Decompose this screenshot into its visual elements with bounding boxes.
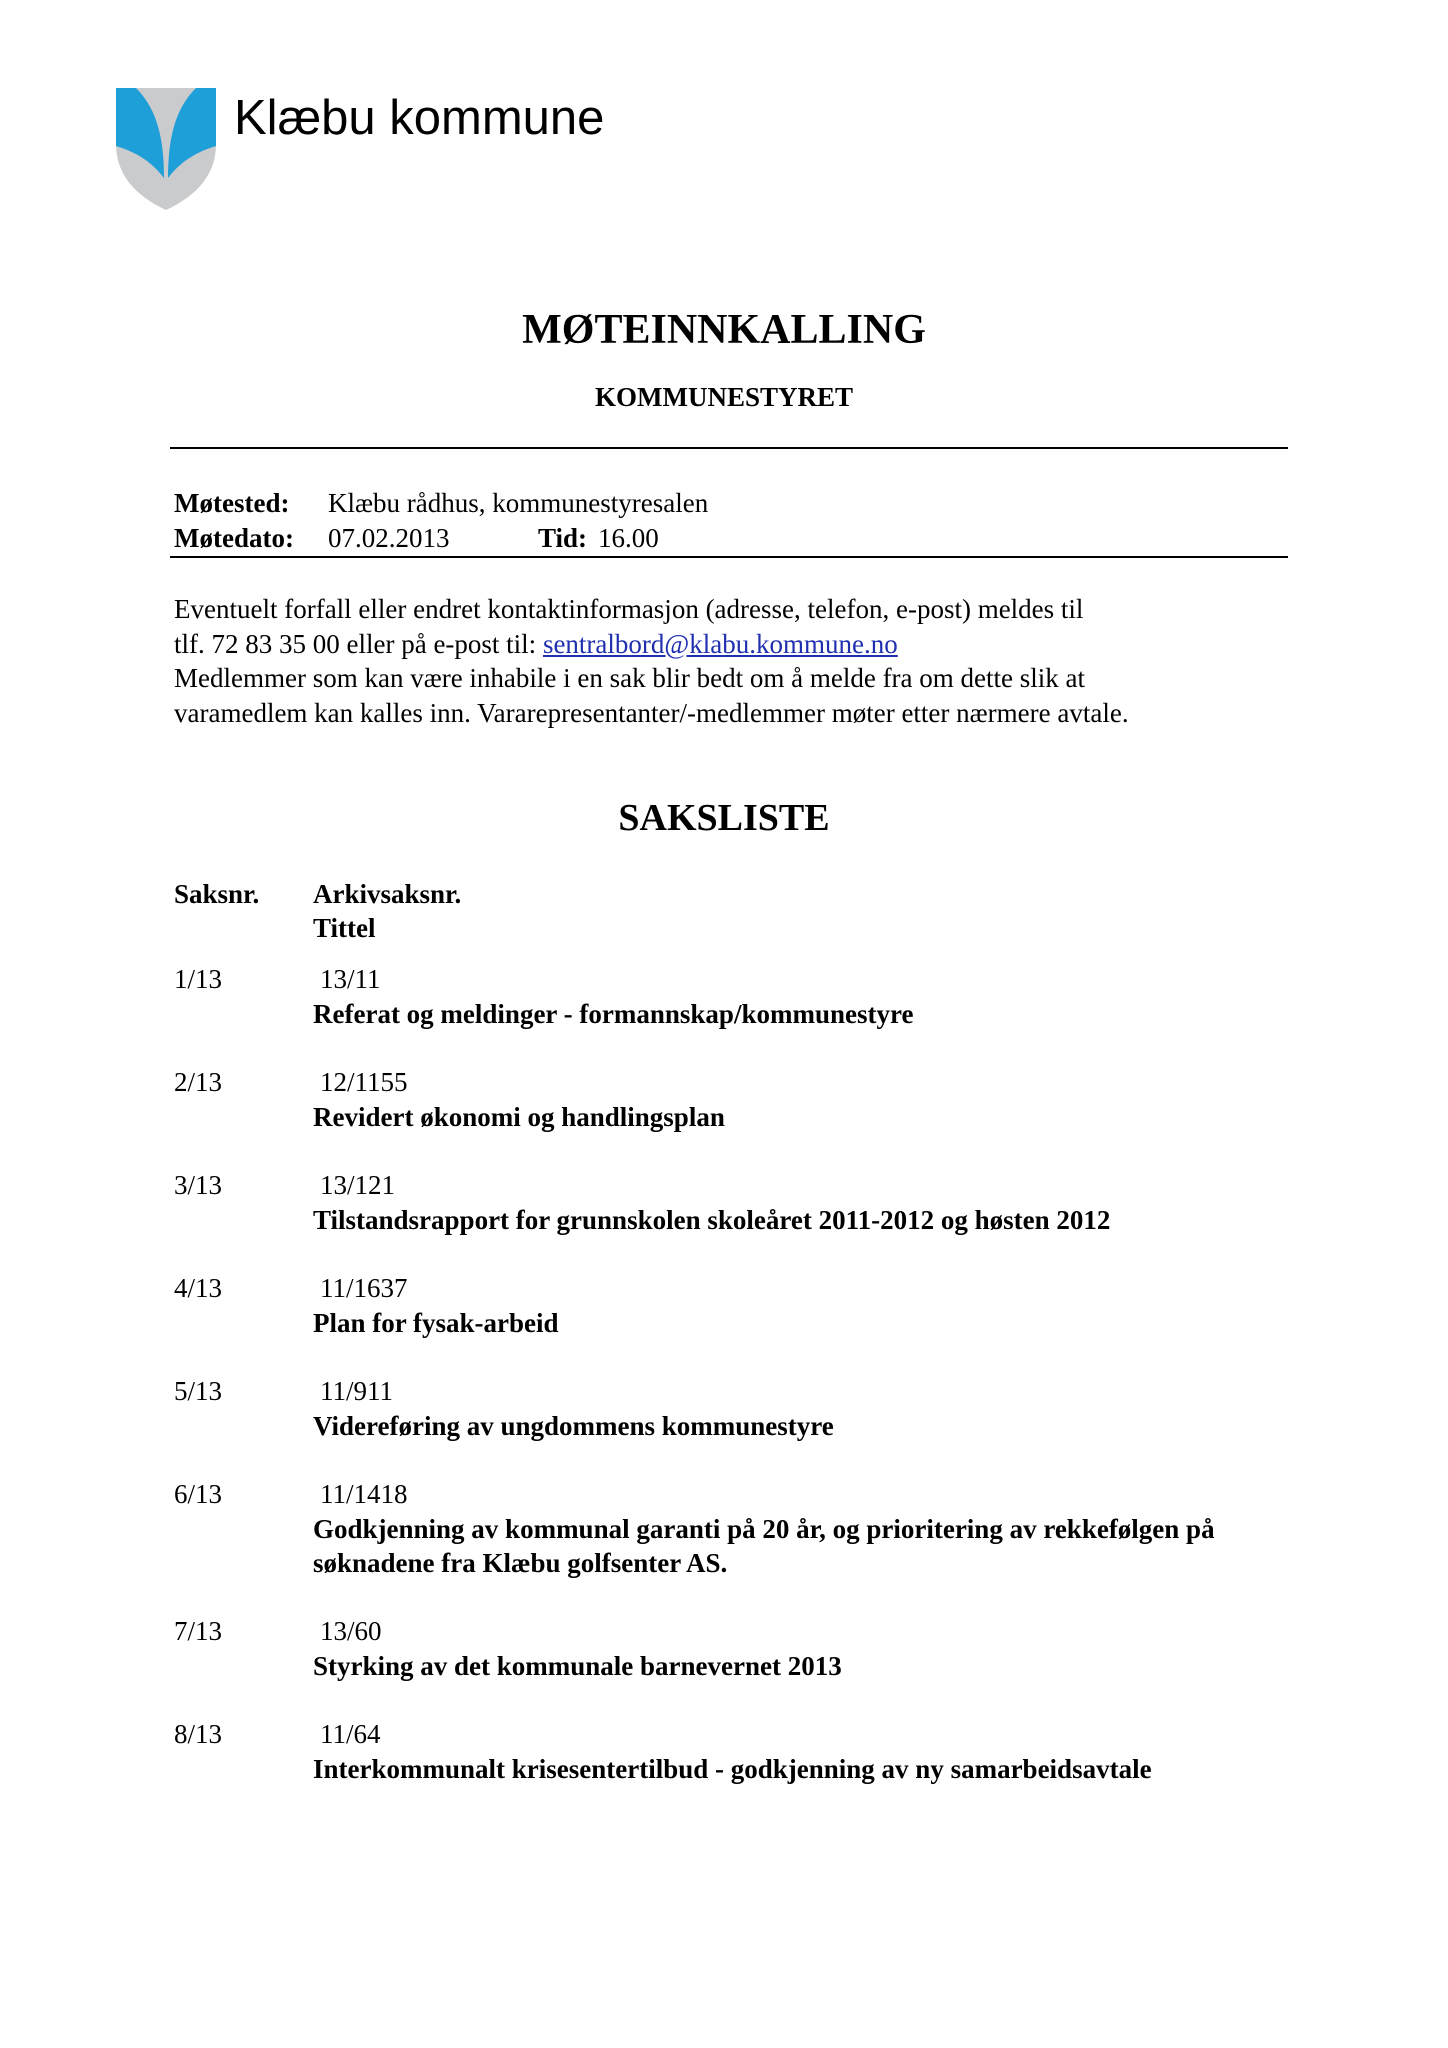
- agenda-item-arkivsaksnr: 13/60: [320, 1616, 382, 1646]
- agenda-item: [174, 1614, 1294, 1717]
- meeting-date-row: [174, 521, 659, 555]
- agenda-item-saksnr: 4/13: [174, 1273, 223, 1303]
- municipality-crest-icon: [112, 86, 220, 212]
- meeting-place-value: Klæbu rådhus, kommunestyresalen: [328, 488, 709, 518]
- agenda-item-arkivsaksnr: 11/64: [320, 1719, 381, 1749]
- agenda-item: [174, 1168, 1294, 1271]
- divider-top: [170, 447, 1288, 449]
- agenda-item-arkivsaksnr: 11/1637: [320, 1273, 408, 1303]
- agenda-item-saksnr: 3/13: [174, 1170, 223, 1200]
- agenda-item: [174, 1717, 1294, 1820]
- agenda-item-saksnr: 2/13: [174, 1067, 223, 1097]
- agenda-title: SAKSLISTE: [618, 797, 830, 839]
- document-title: MØTEINNKALLING: [522, 307, 926, 353]
- meeting-date-value: 07.02.2013: [328, 523, 450, 553]
- agenda-item: [174, 1065, 1294, 1168]
- agenda-item-title: Tilstandsrapport for grunnskolen skoleåret 2011-2012 og høsten 2012: [313, 1204, 1111, 1235]
- agenda-item-title: Styrking av det kommunale barnevernet 2013: [313, 1650, 842, 1681]
- agenda-item: [174, 1477, 1294, 1614]
- agenda-item-saksnr: 7/13: [174, 1616, 223, 1646]
- agenda-item-saksnr: 8/13: [174, 1719, 223, 1749]
- column-header-saksnr: Saksnr.: [174, 879, 260, 909]
- agenda-item: [174, 962, 1294, 1065]
- agenda-item-title: Revidert økonomi og handlingsplan: [313, 1101, 725, 1132]
- agenda-item-title: Referat og meldinger - formannskap/kommunestyre: [313, 998, 914, 1029]
- column-header-arkivsaksnr: Arkivsaksnr.: [313, 879, 462, 909]
- agenda-item-arkivsaksnr: 11/1418: [320, 1479, 408, 1509]
- agenda-item: [174, 1374, 1294, 1477]
- agenda-item-arkivsaksnr: 13/121: [320, 1170, 396, 1200]
- agenda-item-title: Videreføring av ungdommens kommunestyre: [313, 1410, 834, 1441]
- agenda-item-title: Plan for fysak-arbeid: [313, 1307, 559, 1338]
- meeting-time-label: Tid:: [538, 523, 588, 553]
- notice-line-1: Eventuelt forfall eller endret kontaktinformasjon (adresse, telefon, e-post) meldes til: [174, 594, 1084, 624]
- agenda-item-arkivsaksnr: 13/11: [320, 964, 381, 994]
- agenda-item-saksnr: 5/13: [174, 1376, 223, 1406]
- meeting-time-value: 16.00: [598, 523, 659, 553]
- meeting-place-label: Møtested:: [174, 488, 290, 518]
- agenda-item-arkivsaksnr: 12/1155: [320, 1067, 408, 1097]
- divider-bottom: [170, 556, 1288, 558]
- agenda-item: [174, 1271, 1294, 1374]
- document-subtitle: KOMMUNESTYRET: [594, 382, 854, 412]
- column-header-tittel: Tittel: [313, 913, 376, 943]
- notice-line-3: Medlemmer som kan være inhabile i en sak blir bedt om å melde fra om dette slik at: [174, 663, 1085, 693]
- agenda-item-title: Godkjenning av kommunal garanti på 20 år, og prioritering av rekkefølgen på søknadene fra Klæbu golfsenter AS.: [313, 1513, 1215, 1578]
- agenda-item-title: Interkommunalt krisesentertilbud - godkjenning av ny samarbeidsavtale: [313, 1753, 1152, 1784]
- agenda-item-arkivsaksnr: 11/911: [320, 1376, 393, 1406]
- agenda-item-saksnr: 1/13: [174, 964, 223, 994]
- agenda-list: [174, 962, 1294, 1820]
- meeting-date-label: Møtedato:: [174, 523, 294, 553]
- municipality-name: Klæbu kommune: [234, 91, 605, 145]
- notice-line-4: varamedlem kan kalles inn. Vararepresentanter/-medlemmer møter etter nærmere avtale.: [174, 697, 1129, 728]
- notice-line-2: [174, 627, 1284, 662]
- agenda-item-saksnr: 6/13: [174, 1479, 223, 1509]
- meeting-place-row: [174, 486, 708, 520]
- email-link[interactable]: sentralbord@klabu.kommune.no: [542, 628, 898, 659]
- notice-line-2-text: tlf. 72 83 35 00 eller på e-post til:: [174, 628, 543, 659]
- notice-paragraph: [174, 592, 1284, 730]
